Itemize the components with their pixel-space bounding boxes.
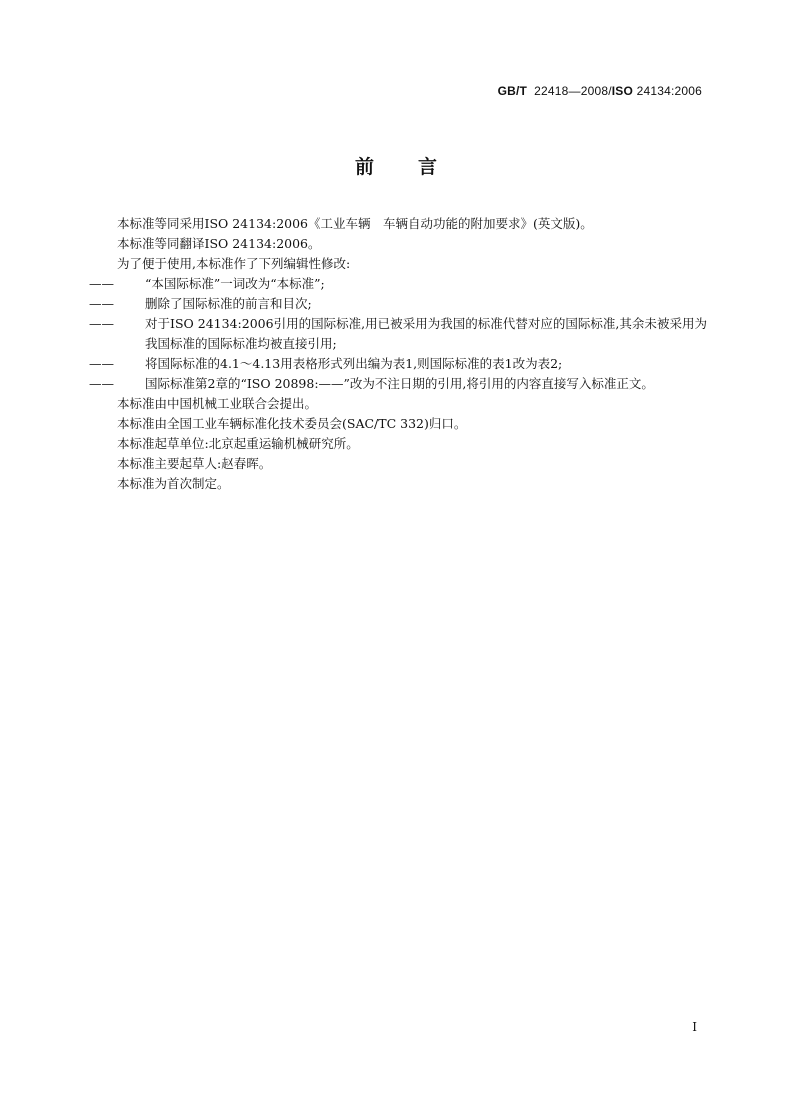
standard-code-number: 22418—2008/ (534, 84, 612, 98)
edit-item-text: 对于ISO 24134:2006引用的国际标准,用已被采用为我国的标准代替对应的国际标准,其余未被采用为我国标准的国际标准均被直接引用; (145, 316, 707, 351)
edit-item (89, 314, 707, 354)
standard-code (498, 84, 702, 98)
paragraph-first-edition: 本标准为首次制定。 (117, 476, 230, 491)
paragraph-translation: 本标准等同翻译ISO 24134:2006。 (117, 236, 321, 251)
edit-item (89, 294, 707, 314)
paragraph-drafter: 本标准主要起草人:赵春晖。 (117, 456, 272, 471)
edit-item (89, 274, 707, 294)
dash-marker: —— (89, 276, 114, 291)
edit-item-text: 将国际标准的4.1～4.13用表格形式列出编为表1,则国际标准的表1改为表2; (145, 356, 563, 371)
preface-body (89, 214, 707, 494)
iso-code-number: 24134:2006 (636, 84, 702, 98)
paragraph-proposer: 本标准由中国机械工业联合会提出。 (117, 396, 318, 411)
paragraph-adoption: 本标准等同采用ISO 24134:2006《工业车辆 车辆自动功能的附加要求》(英文版)。 (117, 216, 593, 231)
standard-code-prefix: GB/T (497, 84, 528, 98)
dash-marker: —— (89, 296, 114, 311)
page-number: I (692, 1020, 697, 1034)
paragraph-committee: 本标准由全国工业车辆标准化技术委员会(SAC/TC 332)归口。 (117, 416, 467, 431)
dash-marker: —— (89, 356, 114, 371)
page-title: 前言 (354, 156, 481, 178)
edit-item (89, 354, 707, 374)
iso-label: ISO (611, 84, 634, 98)
edit-item (89, 374, 707, 394)
paragraph-drafting-unit: 本标准起草单位:北京起重运输机械研究所。 (117, 436, 359, 451)
edit-item-text: 国际标准第2章的“ISO 20898:——”改为不注日期的引用,将引用的内容直接写入标准正文。 (145, 376, 654, 391)
edit-item-text: “本国际标准”一词改为“本标准”; (145, 276, 325, 291)
dash-marker: —— (89, 316, 114, 331)
paragraph-edits-intro: 为了便于使用,本标准作了下列编辑性修改: (117, 256, 351, 271)
edit-item-text: 删除了国际标准的前言和目次; (145, 296, 312, 311)
dash-marker: —— (89, 376, 114, 391)
